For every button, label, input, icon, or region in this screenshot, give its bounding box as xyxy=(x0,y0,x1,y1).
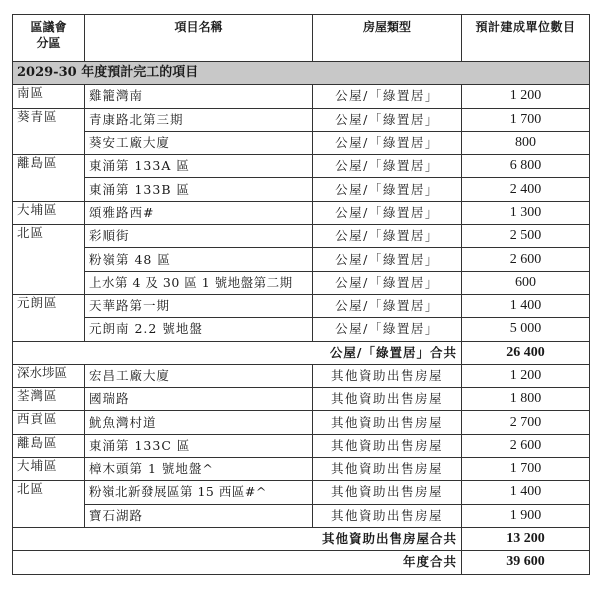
type-cell: 其他資助出售房屋 xyxy=(313,388,462,411)
project-cell: 上水第 4 及 30 區 1 號地盤第二期 xyxy=(85,271,313,294)
table-row xyxy=(13,155,590,178)
subtotal-spacer xyxy=(13,341,313,364)
type-cell: 公屋/「綠置居」 xyxy=(313,271,462,294)
type-cell: 其他資助出售房屋 xyxy=(313,434,462,457)
type-cell: 公屋/「綠置居」 xyxy=(313,225,462,248)
section-title: 2029-30 年度預計完工的項目 xyxy=(13,62,590,85)
table-row xyxy=(13,131,590,154)
table-header-row xyxy=(13,15,590,62)
units-cell: 1 700 xyxy=(462,458,590,481)
project-cell: 頌雅路西# xyxy=(85,201,313,224)
table-row xyxy=(13,178,590,201)
project-cell: 寶石湖路 xyxy=(85,504,313,527)
units-cell: 1 200 xyxy=(462,85,590,108)
type-cell: 公屋/「綠置居」 xyxy=(313,178,462,201)
district-cell: 葵青區 xyxy=(13,108,85,155)
district-cell: 南區 xyxy=(13,85,85,108)
project-cell: 粉嶺第 48 區 xyxy=(85,248,313,271)
units-cell: 2 600 xyxy=(462,434,590,457)
type-cell: 公屋/「綠置居」 xyxy=(313,131,462,154)
project-cell: 樟木頭第 1 號地盤^ xyxy=(85,458,313,481)
units-cell: 1 200 xyxy=(462,364,590,387)
table-row xyxy=(13,318,590,341)
type-cell: 其他資助出售房屋 xyxy=(313,458,462,481)
units-cell: 1 400 xyxy=(462,294,590,317)
type-cell: 公屋/「綠置居」 xyxy=(313,155,462,178)
type-cell: 其他資助出售房屋 xyxy=(313,411,462,434)
units-cell: 800 xyxy=(462,131,590,154)
table-row xyxy=(13,225,590,248)
project-cell: 魷魚灣村道 xyxy=(85,411,313,434)
table-row xyxy=(13,504,590,527)
project-cell: 東涌第 133A 區 xyxy=(85,155,313,178)
project-cell: 彩順街 xyxy=(85,225,313,248)
table-row xyxy=(13,411,590,434)
header-district-line1: 區議會 xyxy=(30,20,67,34)
district-cell: 元朗區 xyxy=(13,294,85,341)
district-cell: 荃灣區 xyxy=(13,388,85,411)
units-cell: 1 400 xyxy=(462,481,590,504)
subtotal-label: 其他資助出售房屋合共 xyxy=(13,527,462,550)
units-cell: 5 000 xyxy=(462,318,590,341)
project-cell: 國瑞路 xyxy=(85,388,313,411)
type-cell: 公屋/「綠置居」 xyxy=(313,318,462,341)
table-row xyxy=(13,271,590,294)
project-cell: 東涌第 133B 區 xyxy=(85,178,313,201)
district-cell: 北區 xyxy=(13,225,85,295)
district-cell: 大埔區 xyxy=(13,201,85,224)
type-cell: 其他資助出售房屋 xyxy=(313,481,462,504)
table-row xyxy=(13,458,590,481)
type-cell: 公屋/「綠置居」 xyxy=(313,294,462,317)
total-value: 39 600 xyxy=(462,551,590,574)
table-row xyxy=(13,294,590,317)
housing-projects-table xyxy=(12,14,590,575)
type-cell: 公屋/「綠置居」 xyxy=(313,201,462,224)
project-cell: 粉嶺北新發展區第 15 西區#^ xyxy=(85,481,313,504)
annual-total-row xyxy=(13,551,590,574)
subsidised-sale-subtotal-row xyxy=(13,527,590,550)
header-units: 預計建成單位數目 xyxy=(462,15,590,62)
units-cell: 2 500 xyxy=(462,225,590,248)
subtotal-value: 13 200 xyxy=(462,527,590,550)
units-cell: 1 700 xyxy=(462,108,590,131)
type-cell: 公屋/「綠置居」 xyxy=(313,108,462,131)
project-cell: 宏昌工廠大廈 xyxy=(85,364,313,387)
project-cell: 元朗南 2.2 號地盤 xyxy=(85,318,313,341)
table-row xyxy=(13,364,590,387)
table-row xyxy=(13,85,590,108)
total-label: 年度合共 xyxy=(13,551,462,574)
units-cell: 2 700 xyxy=(462,411,590,434)
units-cell: 1 300 xyxy=(462,201,590,224)
units-cell: 2 400 xyxy=(462,178,590,201)
project-cell: 葵安工廠大廈 xyxy=(85,131,313,154)
units-cell: 1 900 xyxy=(462,504,590,527)
district-cell: 離島區 xyxy=(13,155,85,202)
header-project: 項目名稱 xyxy=(85,15,313,62)
table-row xyxy=(13,108,590,131)
type-cell: 公屋/「綠置居」 xyxy=(313,248,462,271)
district-cell: 離島區 xyxy=(13,434,85,457)
type-cell: 其他資助出售房屋 xyxy=(313,364,462,387)
table-row xyxy=(13,481,590,504)
project-cell: 雞籠灣南 xyxy=(85,85,313,108)
subtotal-label: 公屋/「綠置居」合共 xyxy=(313,341,462,364)
table-row xyxy=(13,248,590,271)
units-cell: 6 800 xyxy=(462,155,590,178)
district-cell: 西貢區 xyxy=(13,411,85,434)
table-row xyxy=(13,434,590,457)
type-cell: 公屋/「綠置居」 xyxy=(313,85,462,108)
project-cell: 天華路第一期 xyxy=(85,294,313,317)
section-row xyxy=(13,62,590,85)
subtotal-value: 26 400 xyxy=(462,341,590,364)
public-housing-subtotal-row xyxy=(13,341,590,364)
units-cell: 2 600 xyxy=(462,248,590,271)
units-cell: 1 800 xyxy=(462,388,590,411)
district-cell: 大埔區 xyxy=(13,458,85,481)
project-cell: 青康路北第三期 xyxy=(85,108,313,131)
header-district-line2: 分區 xyxy=(36,36,61,50)
table-row xyxy=(13,201,590,224)
header-type: 房屋類型 xyxy=(313,15,462,62)
district-cell: 深水埗區 xyxy=(13,364,85,387)
type-cell: 其他資助出售房屋 xyxy=(313,504,462,527)
header-district xyxy=(13,15,85,62)
table-row xyxy=(13,388,590,411)
units-cell: 600 xyxy=(462,271,590,294)
project-cell: 東涌第 133C 區 xyxy=(85,434,313,457)
district-cell: 北區 xyxy=(13,481,85,528)
